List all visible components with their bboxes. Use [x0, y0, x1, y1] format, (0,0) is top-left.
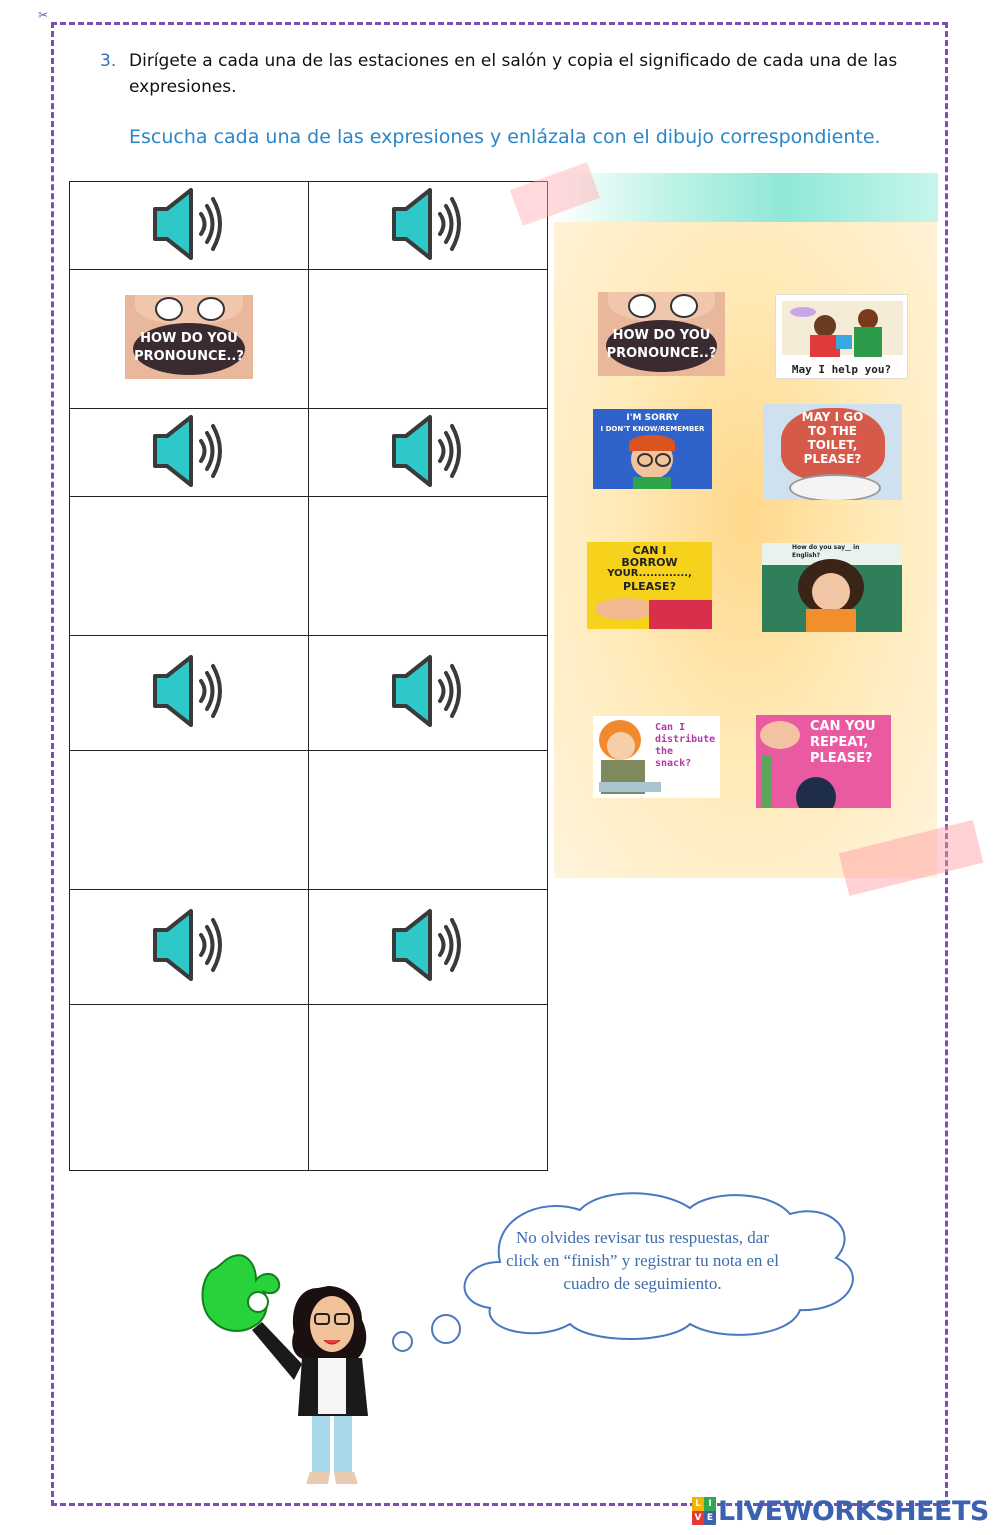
speaker-icon[interactable]: [390, 187, 466, 265]
audio-cell: [309, 890, 548, 1005]
liveworksheets-logo: [692, 1494, 989, 1528]
card-text: YOUR.............,: [607, 568, 692, 579]
card-text: How do you say__ in: [792, 544, 860, 551]
brand-name: LIVEWORKSHEETS: [718, 1495, 989, 1527]
logo-mark: [692, 1497, 716, 1525]
card-text: BORROW: [621, 556, 678, 569]
audio-cell: [70, 409, 309, 497]
logo-letter: V: [692, 1511, 704, 1525]
panel-header: [554, 173, 938, 222]
card-text: distribute: [655, 734, 716, 745]
card-im-sorry[interactable]: [593, 409, 712, 489]
card-text: I'M SORRY: [626, 413, 679, 423]
card-text: HOW DO YOU: [140, 331, 238, 346]
card-text: PRONOUNCE..?: [606, 346, 717, 361]
drop-zone[interactable]: [309, 270, 548, 409]
speaker-icon[interactable]: [151, 654, 227, 732]
speaker-icon[interactable]: [390, 654, 466, 732]
logo-letter: I: [704, 1497, 716, 1511]
card-text: snack?: [655, 758, 692, 769]
card-text: TO THE: [808, 424, 857, 438]
reminder-text: No olvides revisar tus respuestas, dar click en “finish” y registrar tu nota en el cuadro de seguimiento.: [506, 1228, 779, 1293]
card-text: the: [655, 746, 674, 757]
scissors-icon: ✂: [38, 8, 49, 22]
card-text: PLEASE?: [810, 751, 873, 766]
card-text: I DON'T KNOW/REMEMBER: [600, 425, 705, 433]
audio-cell: [70, 182, 309, 270]
card-text: TOILET,: [807, 438, 858, 452]
speaker-icon[interactable]: [151, 908, 227, 986]
thought-bubble: [392, 1331, 413, 1352]
speaker-icon[interactable]: [390, 908, 466, 986]
instruction-text: Dirígete a cada una de las estaciones en el salón y copia el significado de cada una de las expresiones.: [129, 51, 898, 97]
speaker-icon[interactable]: [151, 414, 227, 492]
drop-zone[interactable]: [309, 497, 548, 636]
card-text: REPEAT,: [810, 735, 869, 750]
card-may-i-help[interactable]: [775, 294, 908, 379]
card-how-do-you-say[interactable]: [762, 543, 902, 632]
card-text: HOW DO YOU: [612, 328, 711, 343]
audio-cell: [70, 636, 309, 751]
thought-bubble: [431, 1314, 461, 1344]
speaker-icon[interactable]: [390, 414, 466, 492]
logo-letter: L: [692, 1497, 704, 1511]
drop-zone[interactable]: [70, 1005, 309, 1171]
card-caption: May I help you?: [791, 363, 892, 376]
audio-cell: [309, 636, 548, 751]
drop-zone[interactable]: [70, 497, 309, 636]
drop-zone[interactable]: [70, 751, 309, 890]
drop-zone[interactable]: [309, 751, 548, 890]
audio-cell: [309, 409, 548, 497]
card-repeat[interactable]: [756, 715, 891, 808]
answer-grid: [69, 181, 548, 1171]
card-text: CAN YOU: [810, 719, 876, 734]
speaker-icon[interactable]: [151, 187, 227, 265]
teacher-avatar: [190, 1240, 390, 1485]
instruction: [100, 48, 930, 100]
card-text: PLEASE?: [623, 580, 676, 593]
card-toilet[interactable]: [763, 404, 902, 500]
card-borrow[interactable]: [587, 542, 712, 629]
card-text: English?: [792, 552, 821, 559]
card-text: MAY I GO: [801, 410, 864, 424]
drop-zone[interactable]: [309, 1005, 548, 1171]
card-text: PLEASE?: [803, 452, 862, 466]
placed-card-pronounce[interactable]: [125, 295, 253, 379]
card-snack[interactable]: [593, 716, 720, 798]
card-text: CAN I: [632, 544, 667, 557]
subtitle: Escucha cada una de las expresiones y enlázala con el dibujo correspondiente.: [129, 126, 881, 148]
card-text: PRONOUNCE..?: [134, 349, 244, 364]
card-text: Can I: [655, 722, 686, 733]
card-pronounce[interactable]: [598, 292, 725, 376]
drop-zone[interactable]: [70, 270, 309, 409]
instruction-number: 3.: [100, 51, 117, 71]
audio-cell: [70, 890, 309, 1005]
logo-letter: E: [704, 1511, 716, 1525]
